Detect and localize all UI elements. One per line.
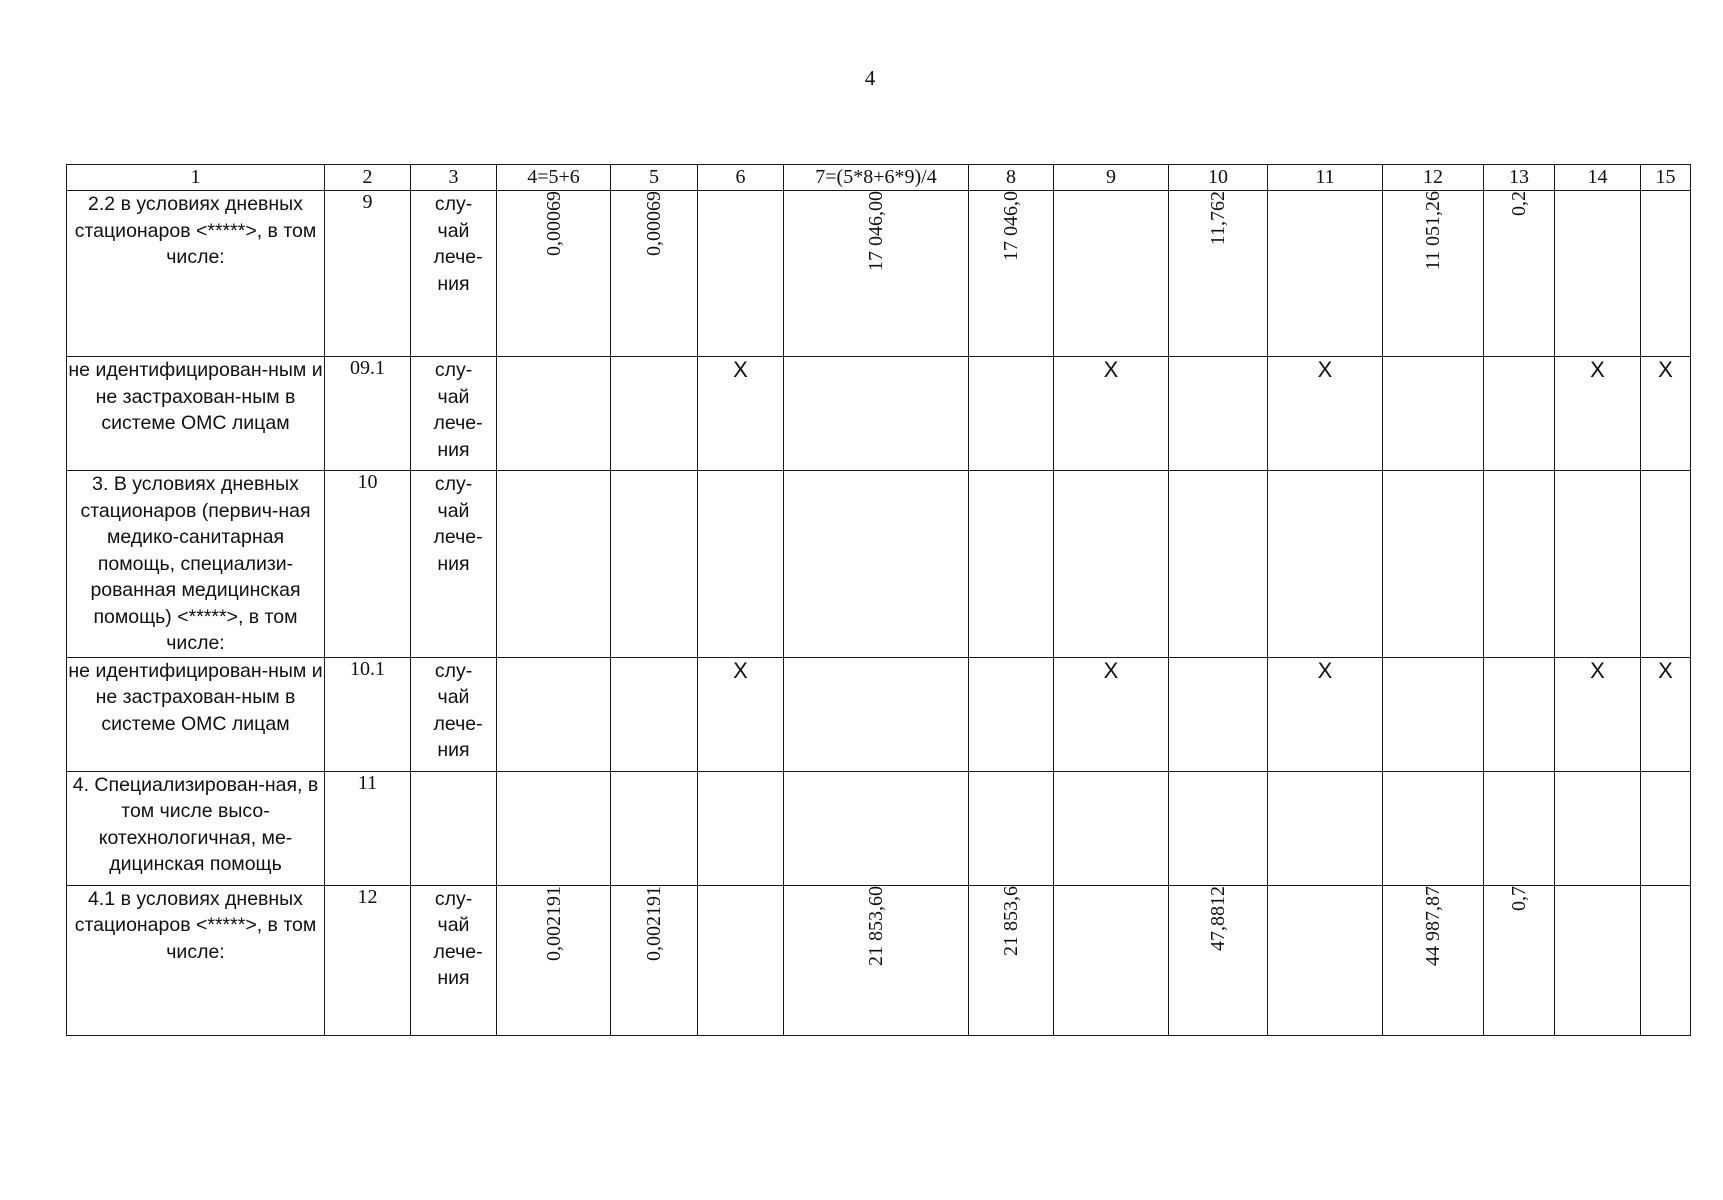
- value-cell: [1054, 885, 1169, 1035]
- value-cell: [1484, 357, 1555, 471]
- value-cell: [1268, 657, 1383, 771]
- value-cell: [1383, 357, 1484, 471]
- value-cell: [1169, 657, 1268, 771]
- value-cell: [1484, 471, 1555, 658]
- value-cell: [611, 657, 698, 771]
- column-header: 6: [698, 165, 784, 191]
- value-cell: [1555, 885, 1641, 1035]
- column-header: 4=5+6: [497, 165, 611, 191]
- value-cell: [611, 191, 698, 357]
- column-header: 3: [411, 165, 497, 191]
- value-cell: [1641, 885, 1691, 1035]
- value-cell: [1268, 191, 1383, 357]
- row-code-cell: 12: [325, 885, 411, 1035]
- x-mark: X: [1590, 657, 1605, 683]
- column-header: 1: [67, 165, 325, 191]
- value-cell: [1641, 191, 1691, 357]
- row-name-cell: 2.2 в условиях дневных стационаров <*****>, в том числе:: [67, 191, 325, 357]
- value-cell: [1641, 471, 1691, 658]
- column-header: 9: [1054, 165, 1169, 191]
- rotated-value: 0,00069: [643, 191, 665, 256]
- value-cell: [611, 771, 698, 885]
- value-cell: [1555, 657, 1641, 771]
- value-cell: [497, 471, 611, 658]
- row-name-cell: 3. В условиях дневных стационаров (первич-ная медико-санитарная помощь, специализи-рованная медицинская помощь) <*****>, в том числе:: [67, 471, 325, 658]
- row-unit-cell: [411, 657, 497, 771]
- value-cell: [784, 885, 969, 1035]
- table-row: [67, 191, 1691, 357]
- x-mark: X: [1658, 357, 1673, 382]
- unit-text: слу-чай лече-ния: [433, 359, 483, 461]
- value-cell: [1054, 771, 1169, 885]
- column-header: 13: [1484, 165, 1555, 191]
- rotated-value: 47,8812: [1207, 885, 1229, 951]
- value-cell: [1641, 357, 1691, 471]
- value-cell: [1054, 191, 1169, 357]
- column-header: 5: [611, 165, 698, 191]
- value-cell: [1268, 771, 1383, 885]
- row-unit-cell: [411, 191, 497, 357]
- row-code-cell: 9: [325, 191, 411, 357]
- rotated-value: 11 051,26: [1422, 191, 1444, 271]
- value-cell: [611, 471, 698, 658]
- row-code-cell: 10: [325, 471, 411, 658]
- value-cell: [698, 885, 784, 1035]
- value-cell: [1383, 657, 1484, 771]
- page-number: 4: [864, 66, 876, 90]
- value-cell: [1484, 885, 1555, 1035]
- value-cell: [1054, 471, 1169, 658]
- value-cell: [969, 885, 1054, 1035]
- value-cell: [1383, 771, 1484, 885]
- value-cell: [969, 657, 1054, 771]
- row-unit-cell: [411, 357, 497, 471]
- value-cell: [1169, 471, 1268, 658]
- unit-text: слу-чай лече-ния: [433, 887, 483, 989]
- value-cell: [969, 771, 1054, 885]
- value-cell: [698, 657, 784, 771]
- value-cell: [1169, 885, 1268, 1035]
- row-name-cell: 4. Специализирован-ная, в том числе высо-котехнологичная, ме-дицинская помощь: [67, 771, 325, 885]
- column-header: 7=(5*8+6*9)/4: [784, 165, 969, 191]
- rotated-value: 0,00069: [542, 191, 565, 256]
- value-cell: [698, 471, 784, 658]
- column-header: 10: [1169, 165, 1268, 191]
- unit-text: слу-чай лече-ния: [433, 473, 483, 575]
- value-cell: [1641, 771, 1691, 885]
- value-cell: [1268, 357, 1383, 471]
- table-container: [66, 164, 1691, 1036]
- column-header: 15: [1641, 165, 1691, 191]
- row-name-cell: 4.1 в условиях дневных стационаров <*****>, в том числе:: [67, 885, 325, 1035]
- table-row: [67, 771, 1691, 885]
- table-row: [67, 357, 1691, 471]
- row-name-cell: не идентифицирован-ным и не застрахован-ным в системе ОМС лицам: [67, 357, 325, 471]
- value-cell: [784, 191, 969, 357]
- value-cell: [497, 657, 611, 771]
- rotated-value: 44 987,87: [1422, 885, 1444, 966]
- value-cell: [1169, 357, 1268, 471]
- value-cell: [1555, 771, 1641, 885]
- value-cell: [1383, 471, 1484, 658]
- rotated-value: 17 046,00: [865, 191, 887, 271]
- header-row: [67, 165, 1691, 191]
- x-mark: X: [1103, 657, 1119, 683]
- column-header: 2: [325, 165, 411, 191]
- column-header: 14: [1555, 165, 1641, 191]
- column-header: 12: [1383, 165, 1484, 191]
- row-unit-cell: [411, 471, 497, 658]
- rotated-value: 0,002191: [542, 885, 565, 961]
- value-cell: [497, 771, 611, 885]
- data-table: [66, 164, 1691, 1036]
- column-header: 8: [969, 165, 1054, 191]
- rotated-value: 0,002191: [643, 885, 665, 961]
- x-mark: X: [733, 357, 748, 382]
- x-mark: X: [1590, 357, 1605, 382]
- value-cell: [497, 357, 611, 471]
- rotated-value: 0,2: [1508, 191, 1530, 216]
- value-cell: [497, 885, 611, 1035]
- value-cell: [698, 191, 784, 357]
- value-cell: [1383, 885, 1484, 1035]
- x-mark: X: [1658, 657, 1673, 683]
- row-unit-cell: [411, 771, 497, 885]
- table-row: [67, 657, 1691, 771]
- value-cell: [698, 357, 784, 471]
- value-cell: [1383, 191, 1484, 357]
- value-cell: [1555, 357, 1641, 471]
- value-cell: [784, 771, 969, 885]
- value-cell: [784, 657, 969, 771]
- value-cell: [1169, 771, 1268, 885]
- rotated-value: 17 046,0: [1000, 191, 1022, 261]
- row-code-cell: 10.1: [325, 657, 411, 771]
- value-cell: [1484, 191, 1555, 357]
- value-cell: [969, 191, 1054, 357]
- value-cell: [497, 191, 611, 357]
- unit-text: слу-чай лече-ния: [433, 193, 483, 295]
- x-mark: X: [733, 657, 748, 683]
- row-code-cell: 09.1: [325, 357, 411, 471]
- row-unit-cell: [411, 885, 497, 1035]
- table-row: [67, 471, 1691, 658]
- value-cell: [1555, 471, 1641, 658]
- value-cell: [1054, 657, 1169, 771]
- x-mark: X: [1317, 657, 1333, 683]
- value-cell: [1641, 657, 1691, 771]
- value-cell: [784, 357, 969, 471]
- value-cell: [1484, 657, 1555, 771]
- value-cell: [1054, 357, 1169, 471]
- value-cell: [1555, 191, 1641, 357]
- value-cell: [784, 471, 969, 658]
- value-cell: [1169, 191, 1268, 357]
- value-cell: [1268, 885, 1383, 1035]
- column-header: 11: [1268, 165, 1383, 191]
- rotated-value: 21 853,60: [865, 885, 887, 966]
- unit-text: слу-чай лече-ния: [433, 659, 483, 761]
- rotated-value: 11,762: [1207, 191, 1229, 246]
- table-row: [67, 885, 1691, 1035]
- value-cell: [611, 357, 698, 471]
- value-cell: [1484, 771, 1555, 885]
- rotated-value: 0,7: [1508, 885, 1530, 911]
- value-cell: [611, 885, 698, 1035]
- row-name-cell: не идентифицирован-ным и не застрахован-ным в системе ОМС лицам: [67, 657, 325, 771]
- value-cell: [698, 771, 784, 885]
- rotated-value: 21 853,6: [1000, 885, 1022, 956]
- value-cell: [969, 357, 1054, 471]
- value-cell: [1268, 471, 1383, 658]
- value-cell: [969, 471, 1054, 658]
- x-mark: X: [1103, 357, 1119, 382]
- x-mark: X: [1317, 357, 1333, 382]
- row-code-cell: 11: [325, 771, 411, 885]
